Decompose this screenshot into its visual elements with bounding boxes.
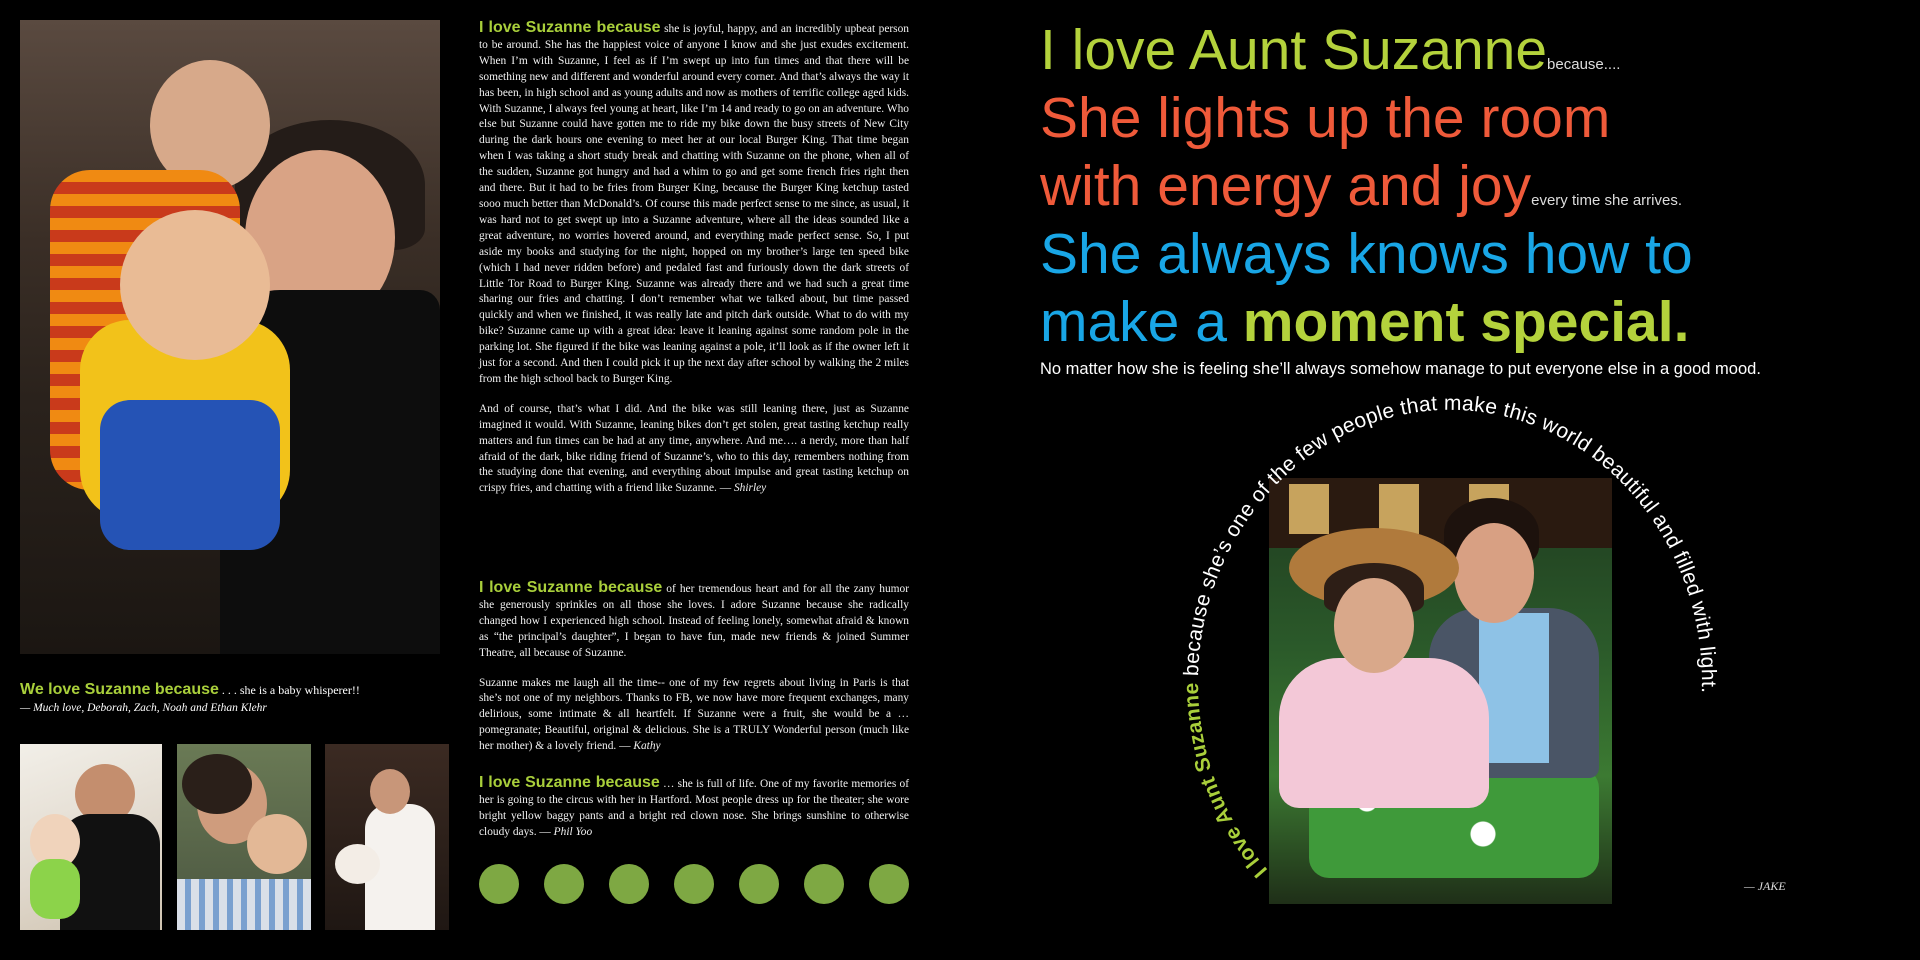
headline-line-1: I love Aunt Suzannebecause....: [1040, 18, 1621, 82]
baby-caption-head: We love Suzanne because: [20, 681, 219, 698]
tribute-text: … she is full of life. One of my favorite memories of her is going to the circus with her in Hartford. Most people dress up for the theater; she wore bright yellow baggy pants and a bright red clown nose. She brings sunshine to otherwise cloudy days. —: [479, 778, 909, 838]
main-family-photo: [20, 20, 440, 654]
circular-quote-green: I love Aunt Suzanne: [1179, 682, 1272, 882]
tribute-signature: Phil Yoo: [553, 825, 593, 838]
headline-line-5: make a moment special.: [1040, 290, 1690, 354]
dot-2: [544, 864, 584, 904]
headline-emphasis: moment special.: [1242, 290, 1690, 354]
baby-caption-text: . . . she is a baby whisperer!!: [218, 683, 360, 697]
tribute-block-kathy: [479, 580, 909, 769]
tribute-text: And of course, that’s what I did. And the bike was still leaning there, just as Suzanne imagined it would. With Suzanne, leaning bikes don’t get stolen, great tasting ketchup really matters and fun times can be had at any time, anywhere. And me…. a nerdy, more than half afraid of the dark, bike riding friend of Suzanne’s, who to this day, remembers nothing from the studying done that evening, and everything about impulse and great tasting ketchup on crispy fries, and chatting with a friend like Suzanne. —: [479, 402, 909, 495]
dot-4: [674, 864, 714, 904]
circular-quote-white: because she’s one of the few people that make this world beautiful and filled with light.: [1179, 391, 1720, 694]
tribute-signature: Kathy: [633, 740, 661, 753]
tribute-head: I love Suzanne because: [479, 579, 663, 596]
quote-signature: — JAKE: [1744, 879, 1786, 893]
headline-line-2: She lights up the room: [1040, 86, 1611, 150]
subtitle: No matter how she is feeling she’ll always somehow manage to put everyone else in a good mood.: [1040, 360, 1761, 378]
tribute-text: of her tremendous heart and for all the zany humor she generously sprinkles on all those she loves. I adore Suzanne because she radically changed how I experienced high school. Instead of feeling lonely, somewhat afraid & known as “the principal’s daughter”, I began to have fun, made new friends & joined Summer Theatre, all because of Suzanne.: [479, 583, 910, 659]
thumbnail-photo-1: [20, 744, 162, 930]
svg-text:I love Aunt Suzanne because sh: [1180, 392, 1720, 882]
baby-caption-signature: — Much love, Deborah, Zach, Noah and Ethan Klehr: [20, 701, 267, 714]
dot-5: [739, 864, 779, 904]
circular-quote: [1160, 380, 1720, 920]
thumbnail-photo-2: [177, 744, 311, 930]
dot-3: [609, 864, 649, 904]
dot-6: [804, 864, 844, 904]
tribute-signature: Shirley: [733, 482, 767, 495]
decorative-dots: [479, 864, 909, 904]
tribute-head: I love Suzanne because: [479, 774, 660, 791]
thumbnail-photo-3: [325, 744, 449, 930]
dot-7: [869, 864, 909, 904]
headline-small-1: because....: [1547, 56, 1621, 73]
tribute-text: Suzanne makes me laugh all the time-- one of my few regrets about living in Paris is that she’s not one of my neighbors. Thanks to FB, we now have more frequent exchanges, many delirious, some intimate & all heartfelt. If Suzanne were a fruit, she would be a …pomegranate; Beautiful, original & delicious. She is a TRULY Wonderful person (much like her mother) & a lovely friend. —: [479, 676, 909, 753]
tribute-block-shirley: [479, 20, 909, 511]
tribute-head: I love Suzanne because: [479, 19, 661, 36]
headline-small-3: every time she arrives.: [1531, 192, 1683, 209]
tribute-text: she is joyful, happy, and an incredibly upbeat person to be around. She has the happiest voice of anyone I know and she just exudes excitement. When I’m with Suzanne, I feel as if I’m swept up into fun times and that there will be something new and different and wonderful around every corner. And that’s always the way it has been, in high school and as young adults and now as mothers of terrific college aged kids. With Suzanne, I always feel young at heart, like I’m 14 and ready to go on an adventure. Who else but Suzanne could have gotten me to ride my bike down the busy streets of New City during the dark hours one evening to meet her at our local Burger King. That time began when I was taking a short study break and chatting with Suzanne on the phone, when all of the sudden, Suzanne got hungry and had a whim to go and get some french fries right then and there. But it had to be fries from Burger King, because the Burger King ketchup tasted sooo much better than McDonald’s. Of course this made perfect sense to me since, as usual, it was hard not to get swept up into a Suzanne adventure, where all the ideas sounded like a great adventure, no worries hovered around, and everything made perfect sense. So, I put aside my books and studying for the night, hopped on my brother’s large ten speed bike (which I had never ridden before) and pedaled fast and furiously down the dark streets of Little Tor Road to Burger King. Suzanne was already there and we had such a great time sharing our fries and chatting. I don’t remember what we talked about, but time passed quickly and when we finished, it was really late and pitch dark outside. What to do with my bike? Suzanne came up with a great idea: leave it leaning against some random pole in the parking lot. She figured if the bike was leaning against a pole, it’ll look as if the owner left it just for a second. And then I could pick it up the next day after school by walking the 2 miles from the high school back to Burger King.: [479, 23, 909, 385]
baby-caption: [20, 680, 450, 716]
dot-1: [479, 864, 519, 904]
headline-line-3: with energy and joyevery time she arrives.: [1040, 154, 1683, 218]
tribute-block-phil: [479, 775, 909, 855]
headline-line-4: She always knows how to: [1040, 222, 1693, 286]
